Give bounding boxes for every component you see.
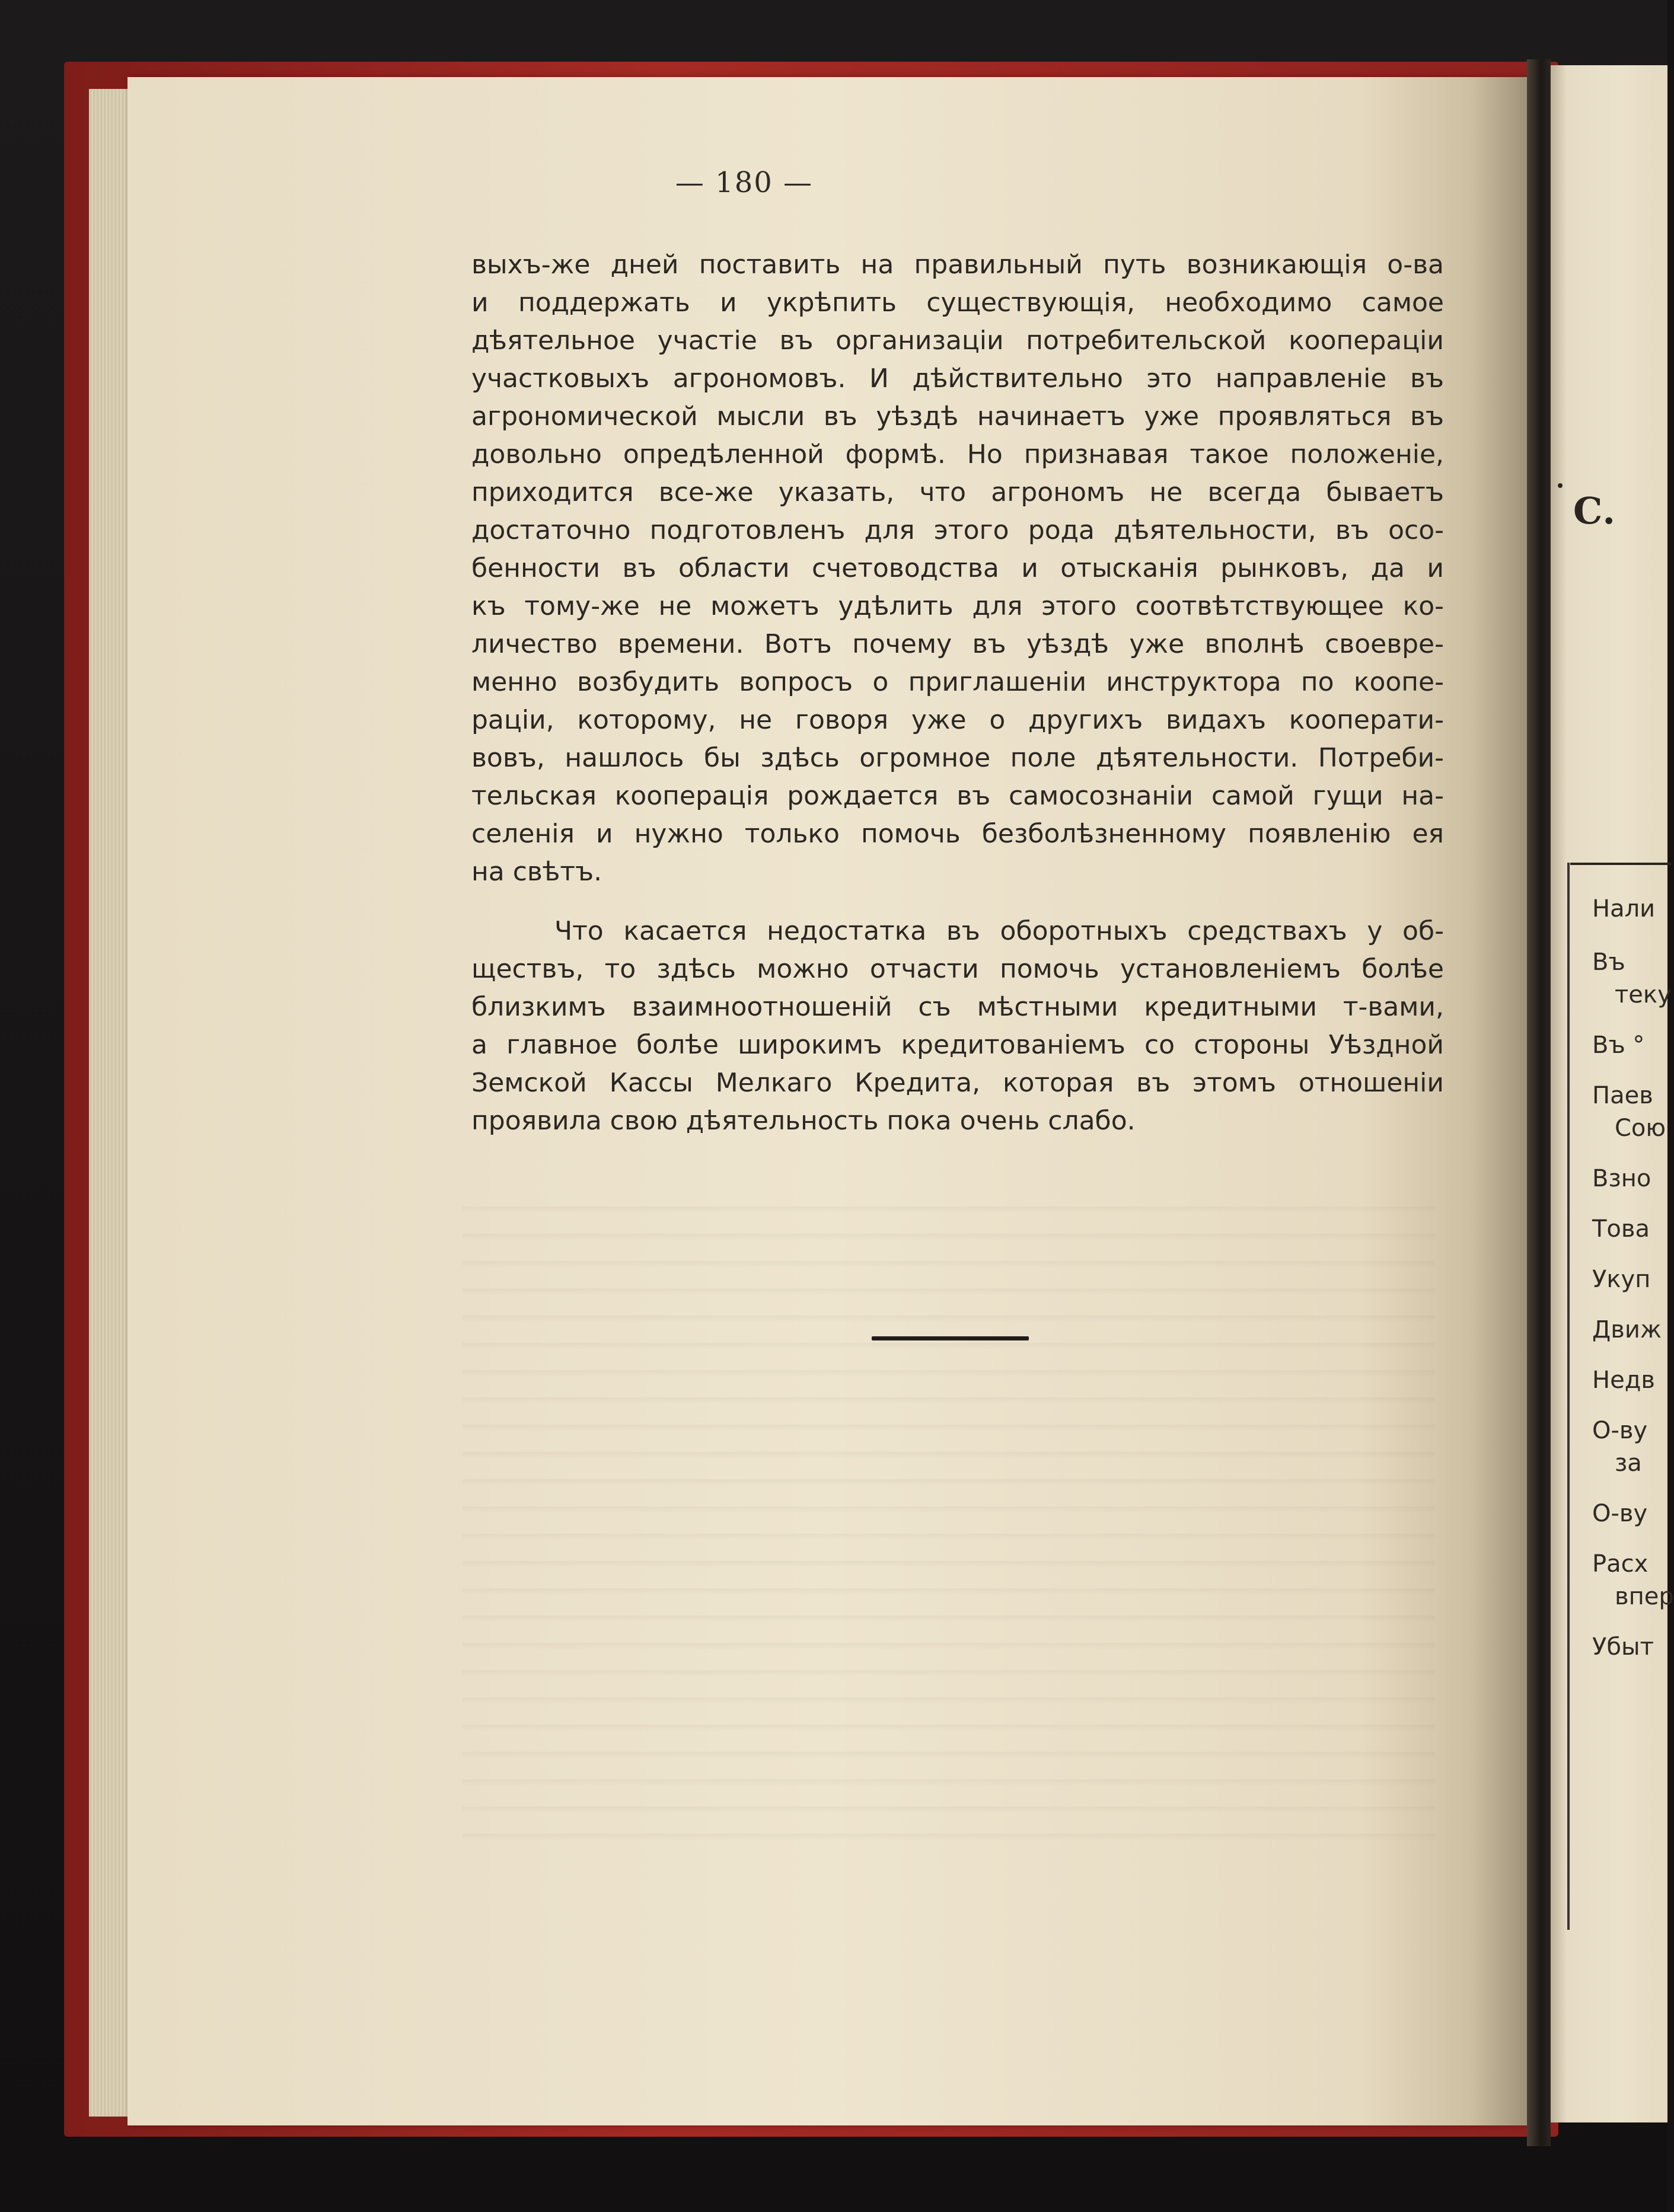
row-label: Движ xyxy=(1592,1316,1662,1343)
text-line: вовъ, нашлось бы здѣсь огромное поле дѣятельности. Потреби- xyxy=(471,743,1444,773)
text-line: и поддержать и укрѣпить существующія, необходимо самое xyxy=(471,288,1444,318)
text-line: достаточно подготовленъ для этого рода дѣятельности, въ осо- xyxy=(471,515,1444,545)
paragraph-gap xyxy=(471,891,1444,912)
text-line: проявила свою дѣятельность пока очень слабо. xyxy=(471,1106,1136,1136)
row-label: Убыт xyxy=(1592,1633,1654,1661)
text-line: приходится все-же указать, что агрономъ не всегда бываетъ xyxy=(471,477,1444,507)
row-label: Това xyxy=(1592,1215,1650,1243)
text-line: дѣятельное участіе въ организаціи потребительской коопераціи xyxy=(471,325,1444,356)
text-line: раціи, которому, не говоря уже о другихъ видахъ кооперати- xyxy=(471,705,1444,735)
text-line: участковыхъ агрономовъ. И дѣйствительно это направленіе въ xyxy=(471,363,1444,394)
row-label: впер xyxy=(1615,1583,1674,1610)
right-page xyxy=(1551,65,1674,2122)
text-line: Земской Кассы Мелкаго Кредита, которая въ этомъ отношеніи xyxy=(471,1068,1444,1098)
text-line: выхъ-же дней поставить на правильный путь возникающія о-ва xyxy=(471,250,1444,280)
text-line: менно возбудить вопросъ о приглашеніи инструктора по коопе- xyxy=(471,667,1444,697)
page-number: — 180 — xyxy=(675,166,814,199)
row-label: Сою xyxy=(1615,1115,1666,1142)
paragraph-2 xyxy=(471,912,1444,1140)
book-gutter xyxy=(1527,59,1551,2146)
text-line: тельская кооперація рождается въ самосознаніи самой гущи на- xyxy=(471,781,1444,811)
text-line: а главное болѣе широкимъ кредитованіемъ со стороны Уѣздной xyxy=(471,1030,1444,1060)
row-label: Расх xyxy=(1592,1550,1649,1578)
row-label: Укуп xyxy=(1592,1266,1651,1293)
row-label: Взно xyxy=(1592,1165,1651,1192)
table-left-rule xyxy=(1567,863,1570,1930)
section-divider xyxy=(872,1336,1029,1340)
row-label: О-ву xyxy=(1592,1500,1648,1527)
right-page-heading: С. xyxy=(1573,489,1615,532)
row-label: Нали xyxy=(1592,895,1656,923)
text-line: на свѣтъ. xyxy=(471,857,602,887)
row-label: Паев xyxy=(1592,1082,1653,1109)
row-label: за xyxy=(1615,1450,1642,1477)
row-label: теку xyxy=(1615,981,1672,1008)
text-line: ществъ, то здѣсь можно отчасти помочь установленіемъ болѣе xyxy=(471,954,1444,984)
text-line: бенности въ области счетоводства и отысканія рынковъ, да и xyxy=(471,553,1444,583)
text-line: личество времени. Вотъ почему въ уѣздѣ уже вполнѣ своевре- xyxy=(471,629,1444,659)
text-line: агрономической мысли въ уѣздѣ начинаетъ уже проявляться въ xyxy=(471,401,1444,432)
text-line: довольно опредѣленной формѣ. Но признавая такое положеніе, xyxy=(471,439,1444,470)
row-label: Недв xyxy=(1592,1367,1655,1394)
row-label: О-ву xyxy=(1592,1417,1648,1444)
paragraph-1 xyxy=(471,246,1444,891)
dot-mark xyxy=(1558,483,1563,488)
text-line: селенія и нужно только помочь безболѣзненному появленію ея xyxy=(471,819,1444,849)
row-label: Въ xyxy=(1592,949,1625,976)
row-label: Въ ° xyxy=(1592,1032,1645,1059)
bleed-through-text xyxy=(463,1186,1435,1850)
text-line: Что касается недостатка въ оборотныхъ средствахъ у об- xyxy=(554,916,1444,946)
text-line: близкимъ взаимноотношеній съ мѣстными кредитными т-вами, xyxy=(471,992,1444,1022)
main-text xyxy=(471,246,1444,1140)
table-top-rule xyxy=(1570,863,1671,865)
text-line: къ тому-же не можетъ удѣлить для этого соотвѣтствующее ко- xyxy=(471,591,1444,621)
